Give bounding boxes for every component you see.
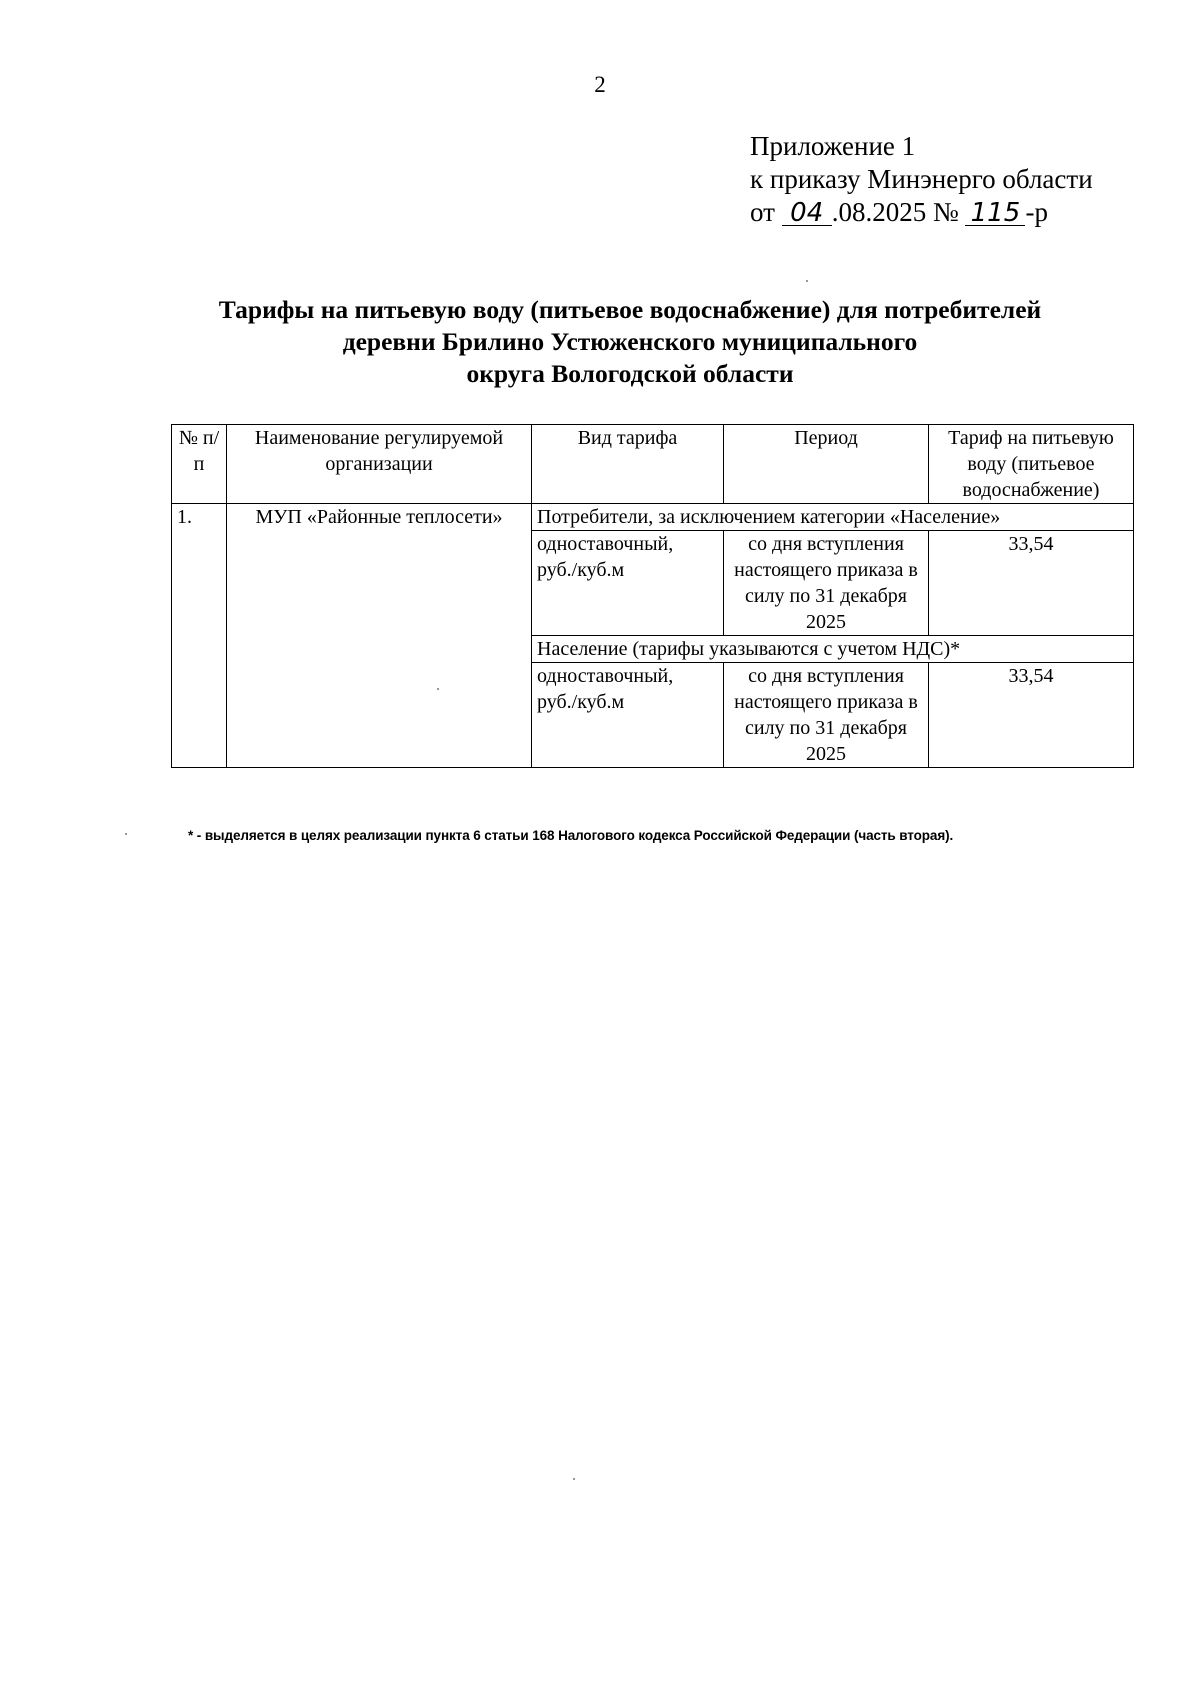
appendix-header <box>750 130 1093 229</box>
page-number: 2 <box>594 72 606 97</box>
handwritten-day: 04 <box>782 201 832 226</box>
scan-speck <box>437 688 439 690</box>
header-period: Период <box>724 425 929 504</box>
tariff-value-cell: 33,54 <box>929 531 1134 636</box>
scan-speck <box>125 833 127 835</box>
table-header-row <box>172 425 1134 504</box>
category-label: Потребители, за исключением категории «Население» <box>532 504 1134 531</box>
tariff-table <box>171 424 1134 768</box>
row-number: 1. <box>172 504 227 768</box>
header-num: № п/п <box>172 425 227 504</box>
tariff-value-cell: 33,54 <box>929 663 1134 768</box>
tariff-type-cell: одноставочный, руб./куб.м <box>532 663 724 768</box>
footnote: * - выделяется в целях реализации пункта 6 статьи 168 Налогового кодекса Российской Федерации (часть вторая). <box>188 828 954 843</box>
title-line-3: округа Вологодской области <box>466 359 794 388</box>
appendix-order-reference: к приказу Минэнерго области <box>750 164 1093 194</box>
document-title <box>130 294 1130 390</box>
scan-speck <box>573 1478 575 1480</box>
header-organization: Наименование регулируемой организации <box>227 425 532 504</box>
order-suffix: -р <box>1025 197 1048 227</box>
table-row <box>172 504 1134 531</box>
appendix-order-date-line <box>750 196 1093 229</box>
header-tariff-type: Вид тарифа <box>532 425 724 504</box>
date-rest: .08.2025 № <box>831 197 959 227</box>
header-tariff: Тариф на питьевую воду (питьевое водоснабжение) <box>929 425 1134 504</box>
category-label: Население (тарифы указываются с учетом НДС)* <box>532 636 1134 663</box>
tariff-type-cell: одноставочный, руб./куб.м <box>532 531 724 636</box>
scan-speck <box>806 280 808 282</box>
period-cell: со дня вступления настоящего приказа в силу по 31 декабря 2025 <box>724 663 929 768</box>
title-line-1: Тарифы на питьевую воду (питьевое водоснабжение) для потребителей <box>218 295 1042 324</box>
date-prefix: от <box>750 197 775 227</box>
period-cell: со дня вступления настоящего приказа в силу по 31 декабря 2025 <box>724 531 929 636</box>
handwritten-order-number: 115 <box>965 201 1025 226</box>
appendix-title: Приложение 1 <box>750 131 916 161</box>
title-line-2: деревни Брилино Устюженского муниципального <box>342 327 918 356</box>
organization-name: МУП «Районные теплосети» <box>227 504 532 768</box>
